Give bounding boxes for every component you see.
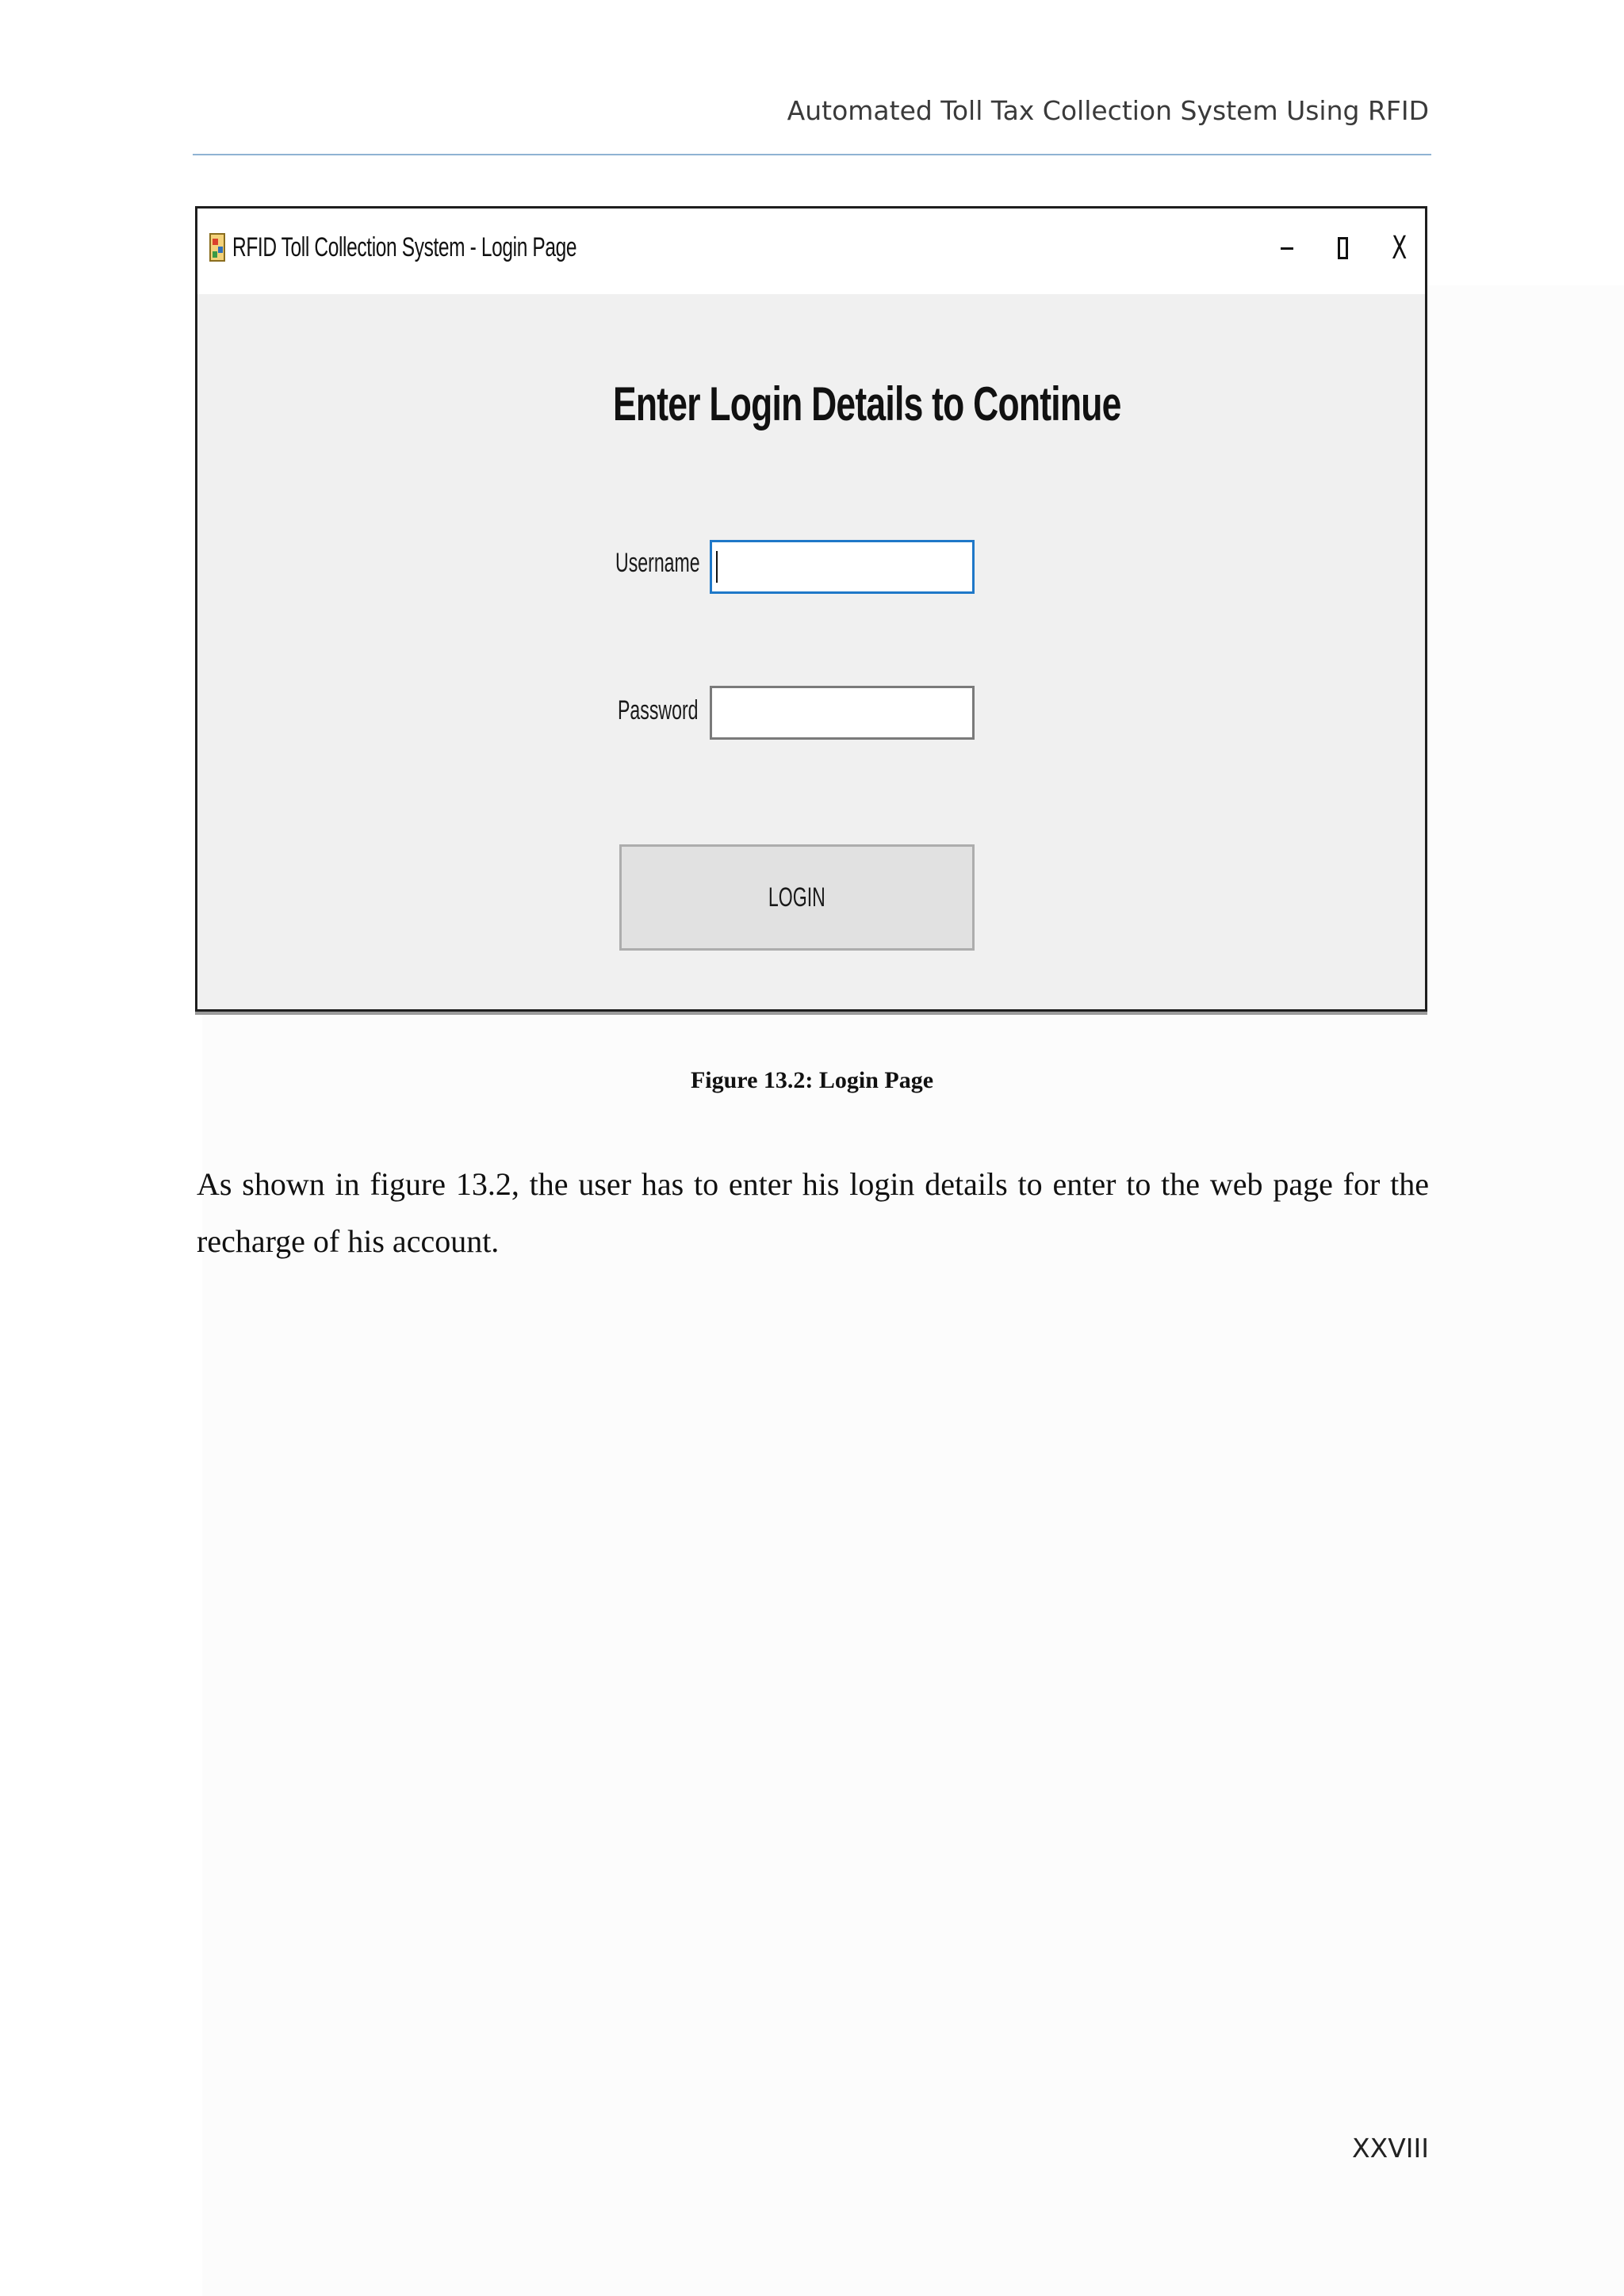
figure-caption: Figure 13.2: Login Page	[690, 1067, 934, 1093]
login-button[interactable]	[619, 844, 975, 951]
window-title: RFID Toll Collection System - Login Page	[232, 232, 577, 262]
running-header: Automated Toll Tax Collection System Using RFID	[787, 95, 1429, 126]
username-label: Username	[615, 548, 700, 578]
close-icon: X	[1392, 230, 1408, 266]
body-paragraph: As shown in figure 13.2, the user has to enter his login details to enter to the web page for the recharge of his account.	[197, 1166, 1429, 1259]
window-bottom-edge	[195, 1012, 1427, 1015]
window-titlebar	[197, 209, 1425, 294]
text-caret	[716, 551, 718, 583]
page-number: XXVIII	[1352, 2133, 1429, 2164]
username-input[interactable]	[710, 540, 975, 594]
login-heading: Enter Login Details to Continue	[613, 377, 1121, 430]
minimize-button[interactable]	[1268, 226, 1306, 270]
login-window-screenshot	[195, 206, 1427, 1012]
password-input[interactable]	[710, 686, 975, 740]
close-button[interactable]	[1381, 226, 1419, 270]
maximize-button[interactable]	[1323, 226, 1362, 270]
password-label: Password	[618, 695, 699, 725]
header-rule	[193, 154, 1431, 155]
maximize-icon	[1338, 237, 1348, 259]
login-button-label: LOGIN	[768, 882, 825, 913]
minimize-icon	[1281, 247, 1293, 250]
app-icon	[209, 231, 226, 264]
